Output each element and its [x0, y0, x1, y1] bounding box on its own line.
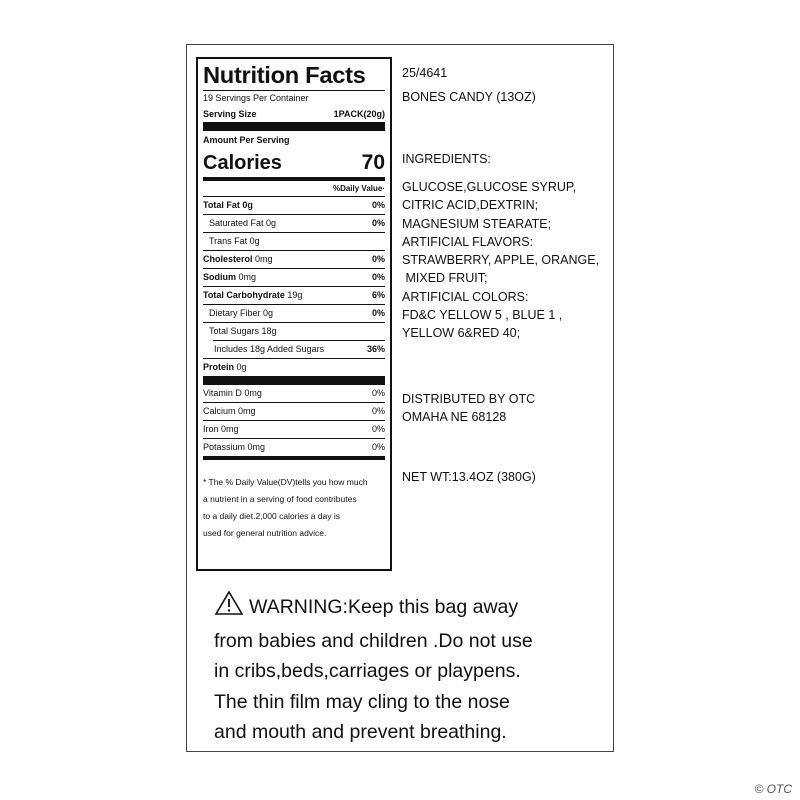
ingredients-line: GLUCOSE,GLUCOSE SYRUP,: [402, 180, 577, 194]
vitamin-dv: 0%: [371, 388, 385, 398]
footnote-line: to a daily diet.2,000 calories a day is: [203, 511, 341, 521]
nutrient-row-protein: [203, 359, 385, 376]
nutrient-label: Cholesterol 0mg: [203, 254, 273, 264]
nutrient-label: Saturated Fat 0g: [209, 218, 277, 228]
ingredients-list: [402, 178, 599, 343]
warning-line-text: WARNING:Keep this bag away: [249, 596, 519, 618]
nutrition-facts-panel: [196, 57, 392, 571]
ingredients-line: MIXED FRUIT;: [402, 271, 488, 286]
vitamin-row-potassium: [203, 439, 385, 456]
servings-per-container: 19 Servings Per Container: [203, 93, 309, 103]
amount-per-serving: Amount Per Serving: [203, 135, 290, 145]
nutrient-row-dietary-fiber: [203, 305, 385, 322]
nutrient-label: Includes 18g Added Sugars: [214, 344, 325, 354]
nutrient-dv: 0%: [371, 200, 385, 210]
footnote-line: * The % Daily Value(DV)tells you how much: [203, 477, 368, 487]
vitamin-row-calcium: [203, 403, 385, 420]
product-code: 25/4641: [402, 66, 448, 80]
ingredients-line: ARTIFICIAL FLAVORS:: [402, 234, 534, 249]
vitamin-row-vitamin-d: [203, 385, 385, 402]
nutrient-label: Total Fat 0g: [203, 200, 253, 210]
distributor-line: DISTRIBUTED BY OTC: [402, 392, 536, 406]
ingredients-line: YELLOW 6&RED 40;: [402, 326, 521, 341]
nutrition-facts-title: Nutrition Facts: [203, 62, 366, 88]
net-weight: NET WT:13.4OZ (380G): [402, 470, 536, 484]
nutrient-row-total-carbohydrate: [203, 287, 385, 304]
nutrient-dv: 36%: [366, 344, 385, 354]
nutrient-label: Trans Fat 0g: [209, 236, 260, 246]
warning-line: in cribs,beds,carriages or playpens.: [214, 660, 521, 682]
nutrient-row-cholesterol: [203, 251, 385, 268]
thick-divider: [203, 122, 385, 131]
warning-text-block: [214, 590, 594, 748]
nutrient-dv: 0%: [371, 272, 385, 282]
vitamin-dv: 0%: [371, 424, 385, 434]
warning-triangle-icon: [214, 590, 244, 626]
warning-line: The thin film may cling to the nose: [214, 690, 510, 713]
warning-line: and mouth and prevent breathing.: [214, 721, 507, 743]
medium-divider: [203, 456, 385, 460]
nutrient-row-saturated-fat: [203, 215, 385, 232]
vitamin-dv: 0%: [371, 406, 385, 416]
nutrient-label: Total Carbohydrate 19g: [203, 290, 303, 300]
vitamin-label: Potassium 0mg: [203, 442, 266, 452]
nutrient-label: Sodium 0mg: [203, 272, 257, 282]
ingredients-line: MAGNESIUM STEARATE;: [402, 216, 552, 231]
daily-value-header: %Daily Value·: [332, 184, 385, 193]
nutrient-dv: 0%: [371, 254, 385, 264]
calories-value: 70: [361, 151, 385, 174]
vitamin-dv: 0%: [371, 442, 385, 452]
vitamin-label: Calcium 0mg: [203, 406, 256, 416]
warning-line: [214, 590, 594, 626]
ingredients-line: FD&C YELLOW 5 , BLUE 1 ,: [402, 308, 563, 323]
nutrient-dv: 0%: [371, 308, 385, 318]
nutrient-dv: 6%: [371, 290, 385, 300]
calories-label: Calories: [203, 152, 282, 174]
nutrient-label: Protein 0g: [203, 362, 247, 372]
thick-divider: [203, 376, 385, 385]
nutrient-row-total-sugars: [203, 323, 385, 340]
footnote-line: a nutrient in a serving of food contributes: [203, 494, 357, 504]
footnote-line: used for general nutrition advice.: [203, 528, 327, 538]
serving-size-value: 1PACK(20g): [333, 109, 385, 119]
distributor-line: OMAHA NE 68128: [402, 410, 507, 424]
ingredients-line: STRAWBERRY, APPLE, ORANGE,: [402, 253, 600, 268]
ingredients-line: ARTIFICIAL COLORS:: [402, 289, 529, 304]
vitamin-label: Iron 0mg: [203, 424, 239, 434]
warning-line: from babies and children .Do not use: [214, 629, 533, 652]
vitamin-label: Vitamin D 0mg: [203, 388, 262, 398]
nutrient-dv: 0%: [371, 218, 385, 228]
otc-watermark: © OTC: [754, 782, 792, 796]
nutrient-row-added-sugars: [203, 341, 385, 358]
nutrient-label: Total Sugars 18g: [209, 326, 277, 336]
calories-row: [203, 149, 385, 177]
nutrient-label: Dietary Fiber 0g: [209, 308, 274, 318]
nutrient-row-sodium: [203, 269, 385, 286]
serving-size-label: Serving Size: [203, 109, 257, 119]
serving-size-row: [203, 106, 385, 122]
nutrient-row-total-fat: [203, 197, 385, 214]
daily-value-footnote: [203, 474, 385, 542]
ingredients-line: CITRIC ACID,DEXTRIN;: [402, 198, 539, 213]
product-name: BONES CANDY (13OZ): [402, 90, 536, 104]
nutrient-row-trans-fat: [203, 233, 385, 250]
vitamin-row-iron: [203, 421, 385, 438]
ingredients-heading: INGREDIENTS:: [402, 152, 491, 166]
